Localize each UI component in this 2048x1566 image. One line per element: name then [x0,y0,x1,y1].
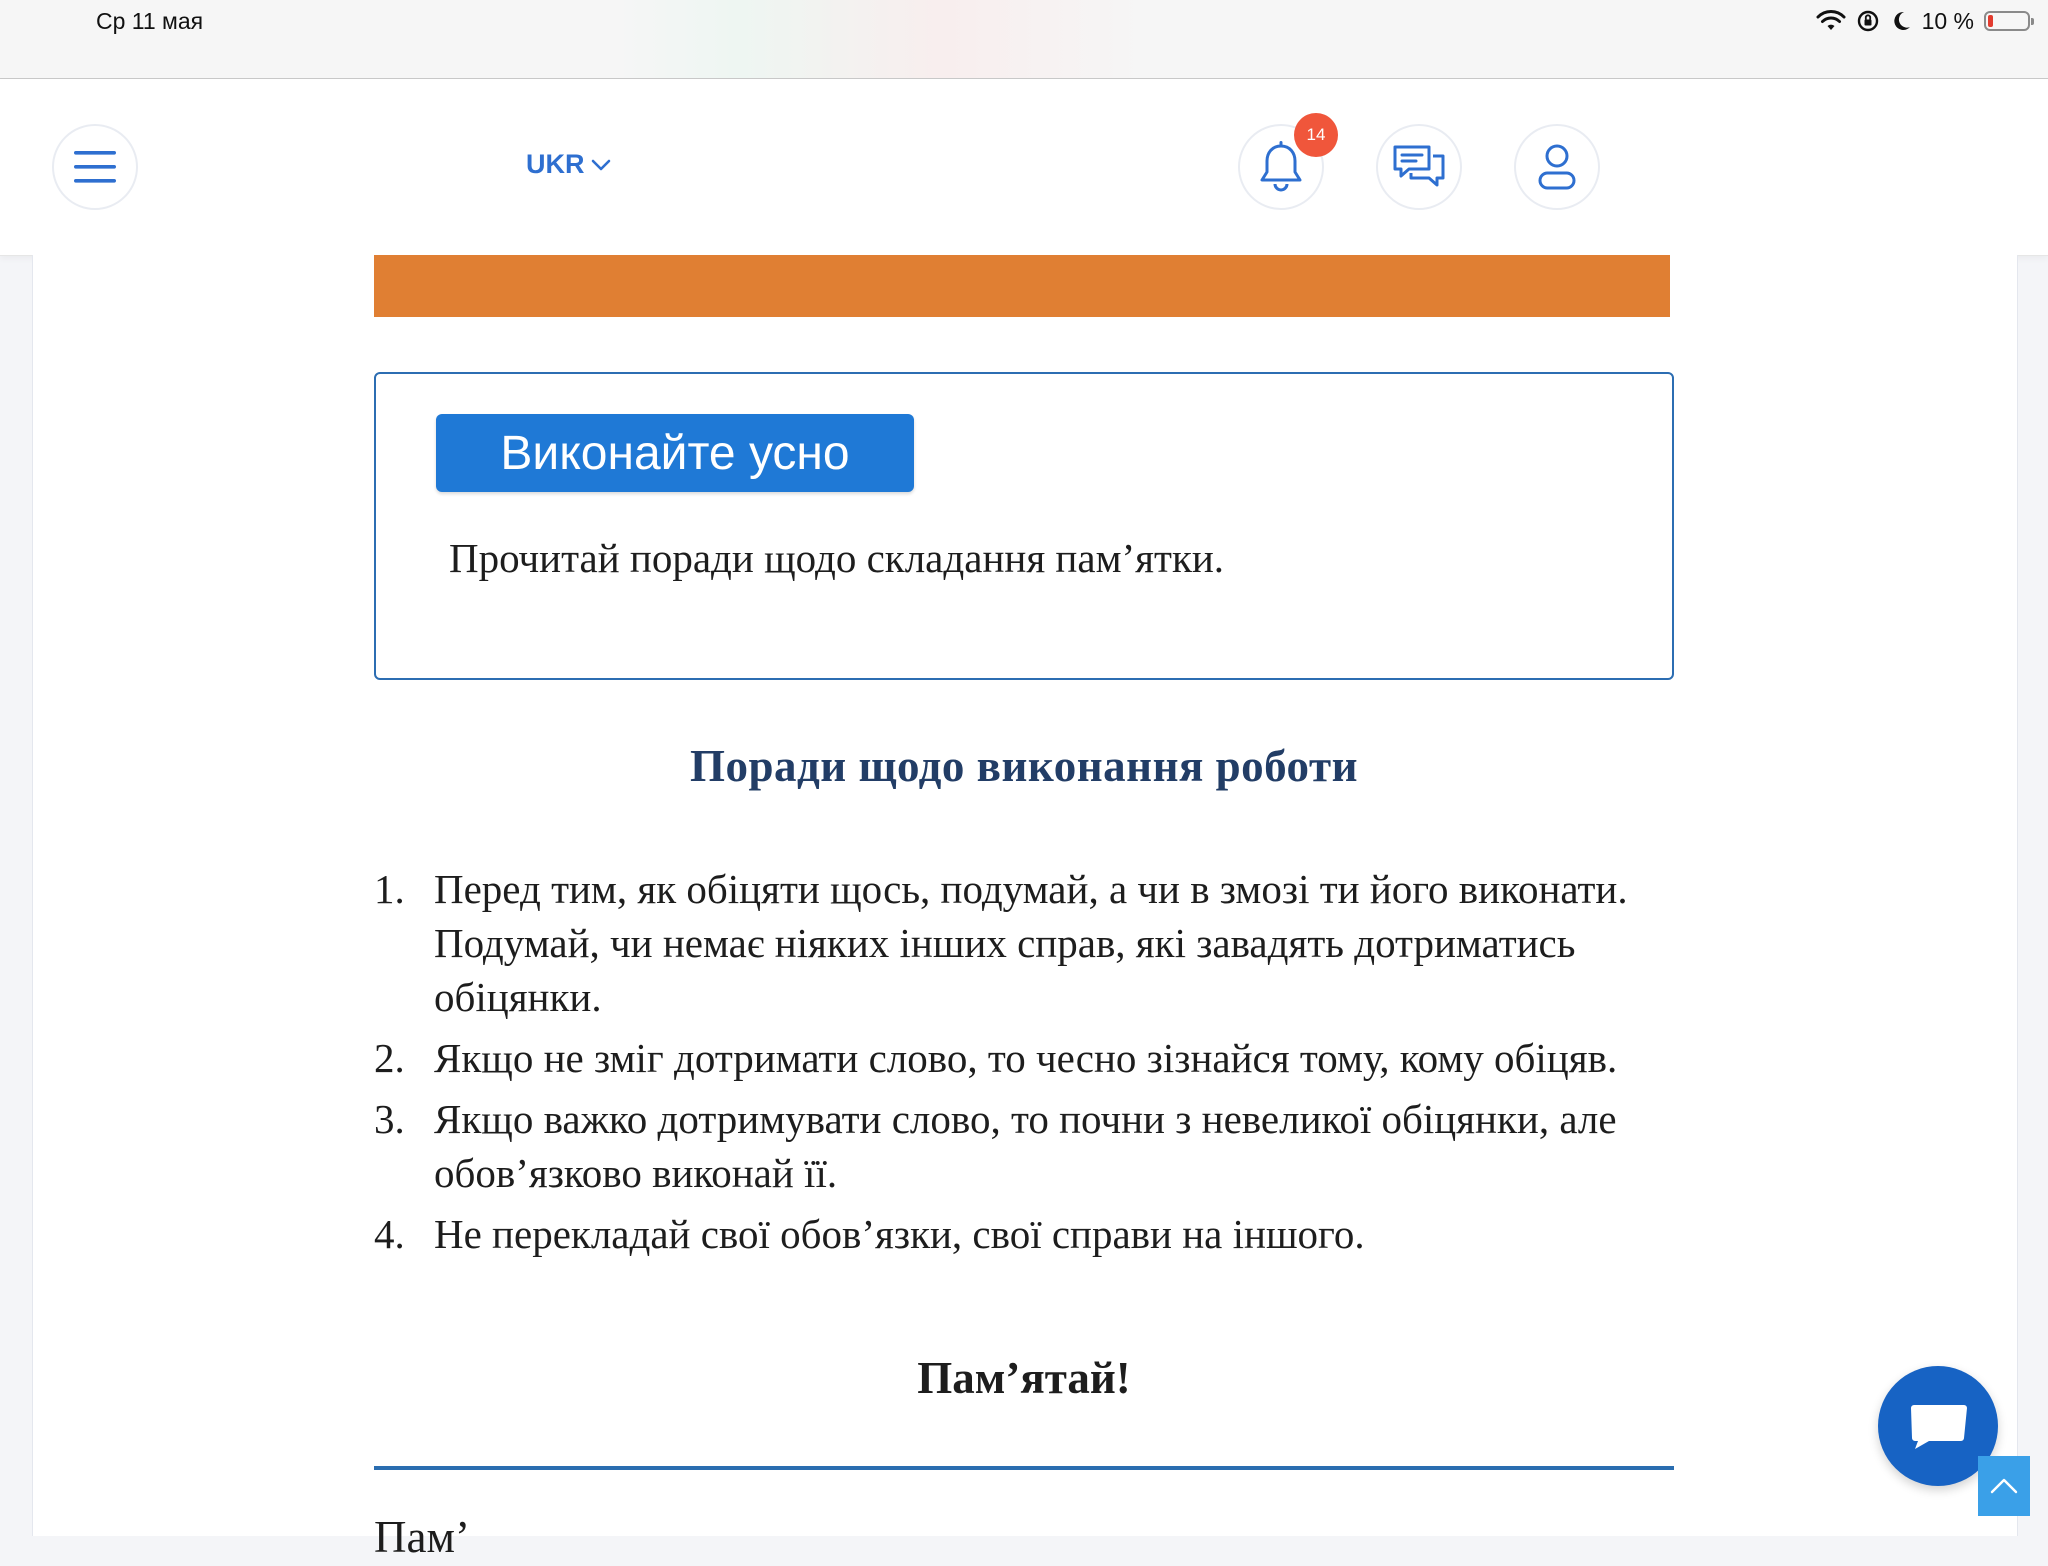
list-item-number: 4. [374,1211,405,1257]
task-type-label: Виконайте усно [436,414,914,492]
status-indicators [1816,6,2030,36]
messages-button[interactable] [1376,124,1462,210]
language-select[interactable] [526,149,611,180]
status-time: Ср 11 мая [96,8,204,34]
section-divider [374,1466,1674,1470]
bell-icon [1258,141,1304,193]
task-card [374,372,1674,680]
app-header [0,79,2048,256]
list-item-number: 1. [374,866,405,912]
battery-percent: 10 % [1921,7,1974,34]
system-status-bar [0,0,2048,79]
chevron-up-icon [1989,1476,2019,1496]
list-item-text: Якщо важко дотримувати слово, то почни з невеликої обіцянки, але обов’язково виконай її. [434,1096,1617,1196]
profile-button[interactable] [1514,124,1600,210]
menu-icon [72,147,118,187]
list-item-number: 2. [374,1035,405,1081]
orientation-lock-icon [1856,9,1880,33]
notifications-badge: 14 [1294,113,1338,157]
list-item [374,1207,1674,1261]
tips-list [374,862,1674,1268]
language-label: UKR [526,149,585,179]
list-item-text: Не перекладай свої обов’язки, свої справи на іншого. [434,1211,1365,1257]
remember-heading: Пам’ятай! [917,1353,1131,1403]
battery-icon [1984,11,2030,31]
list-item [374,1031,1674,1085]
menu-button[interactable] [52,124,138,210]
chat-bubble-icon [1906,1399,1970,1453]
list-item [374,862,1674,1024]
list-item-text: Якщо не зміг дотримати слово, то чесно зізнайся тому, кому обіцяв. [434,1035,1618,1081]
list-item-text: Перед тим, як обіцяти щось, подумай, а чи в змозі ти його виконати. Подумай, чи немає ніяких інших справ, які завадять дотриматись обіцянки. [434,866,1628,1020]
scroll-to-top-button[interactable] [1978,1456,2030,1516]
list-item [374,1092,1674,1200]
chevron-down-icon [591,158,611,172]
user-icon [1537,142,1577,192]
next-heading-partial: Пам’ [374,1512,470,1562]
wifi-icon [1816,9,1846,33]
orange-banner [374,255,1670,317]
chat-icon [1392,144,1446,190]
task-text: Прочитай поради щодо складання пам’ятки. [449,535,1225,581]
tips-title: Поради щодо виконання роботи [690,741,1358,791]
moon-icon [1890,9,1912,33]
list-item-number: 3. [374,1096,405,1142]
